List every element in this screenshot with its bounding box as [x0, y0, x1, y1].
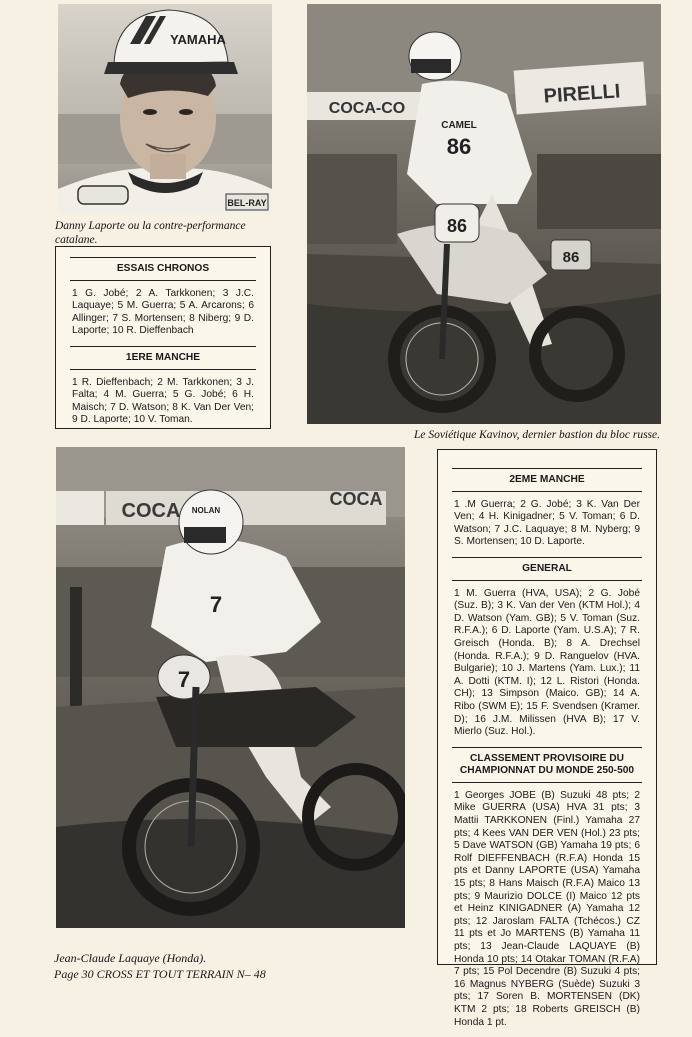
banner-coca-right: COCA	[329, 489, 383, 509]
shirt-brand-text: BEL-RAY	[227, 198, 267, 208]
photo-kavinov	[307, 4, 661, 424]
photo-danny-laporte	[58, 4, 272, 214]
helmet-brand-text: NOLAN	[191, 506, 221, 515]
banner-coca-left: COCA	[121, 500, 181, 522]
plate-7-front: 7	[177, 667, 191, 692]
caption-laporte: Danny Laporte ou la contre-performance catalane.	[55, 220, 246, 246]
results-box-left	[55, 246, 271, 429]
cap-brand-text: YAMAHA	[170, 32, 226, 47]
shirt-number-7: 7	[209, 592, 223, 617]
heading-general: GENERAL	[452, 557, 642, 581]
heading-2eme-manche: 2EME MANCHE	[452, 468, 642, 492]
text-1ere-manche: 1 R. Dieffenbach; 2 M. Tarkkonen; 3 J. Falta; 4 M. Guerra; 5 G. Jobé; 6 H. Maisch; 7 D. Watson; 8 K. Van Der Ven; 9 D. Laporte; 10 V. Toman.	[72, 376, 254, 426]
heading-essais-chronos: ESSAIS CHRONOS	[70, 257, 256, 281]
text-2eme-manche: 1 .M Guerra; 2 G. Jobé; 3 K. Van Der Ven; 4 H. Kinigadner; 5 V. Toman; 6 D. Watson; 7 J.C. Laquaye; 8 M. Nyberg; 9 S. Mortensen; 10 D. Laporte.	[454, 498, 640, 548]
photo-laquaye	[56, 447, 405, 928]
text-general: 1 M. Guerra (HVA, USA); 2 G. Jobé (Suz. B); 3 K. Van der Ven (KTM Hol.); 4 D. Watson (Yam. GB); 5 V. Toman (Suz. R.F.A.); 6 D. Laporte (Yam. U.S.A); 7 R. Greisch (Honda. B); 8 A. Drechsel (Honda. R.F.A.); 9 D. Ranguelov (HVA. Bulgarie); 10 J. Martens (Yam. Lux.); 11 A. Dotti (KTM. I); 12 L. Ristori (Honda. CH); 13 Simpson (Maico. GB); 14 A. Ribo (SWM E); 15 F. Svendsen (Kramer. D); 16 J.M. Milissen (HVA B); 17 V. Mierlo (Suz. Hol.).	[454, 587, 640, 738]
banner-coca-cola: COCA-CO	[328, 100, 406, 117]
caption-kavinov: Le Soviétique Kavinov, dernier bastion du bloc russe.	[413, 429, 660, 441]
plate-86-front: 86	[446, 216, 468, 236]
caption-laquaye: Jean-Claude Laquaye (Honda).	[54, 951, 207, 965]
banner-pirelli: PIRELLI	[542, 80, 622, 108]
plate-86-side: 86	[562, 249, 580, 266]
heading-classement-provisoire: CLASSEMENT PROVISOIRE DU CHAMPIONNAT DU MONDE 250-500	[452, 747, 642, 783]
rider-number-86: 86	[446, 134, 472, 159]
heading-1ere-manche: 1ERE MANCHE	[70, 346, 256, 370]
results-box-right	[437, 449, 657, 1028]
page-footer: Page 30 CROSS ET TOUT TERRAIN N– 48	[54, 967, 266, 981]
text-classement-provisoire: 1 Georges JOBE (B) Suzuki 48 pts; 2 Mike GUERRA (USA) HVA 31 pts; 3 Mattii TARKKONEN (Finl.) Yamaha 27 pts; 4 Kees VAN DER VEN (Hol.) 23 pts; 5 Dave WATSON (GB) Yamaha 19 pts; 6 Rolf DIEFFENBACH (R.F.A) Honda 15 pts et Danny LAPORTE (USA) Yamaha 15 pts; 8 Hans Maisch (R.F.A) Maico 13 pts; 9 Maurizio DOLCE (I) Maico 12 pts et Heinz KINIGADNER (A) Yamaha 12 pts; 12 Jaroslam FALTA (Tchécos.) CZ 11 pts et Jo MARTENS (B) Yamaha 11 pts; 13 Jean-Claude LAQUAYE (B) Honda 10 pts; 14 Otakar TOMAN (R.F.A) 7 pts; 15 Pol Decendre (B) Suzuki 4 pts; 16 Magnus NYBERG (Suède) Suzuki 3 pts; 17 Soren B. MORTENSEN (DK) KTM 2 pts; 18 Roberts GREISCH (B) Honda 1 pt.	[454, 789, 640, 1028]
text-essais-chronos: 1 G. Jobé; 2 A. Tarkkonen; 3 J.C. Laquaye; 5 M. Guerra; 5 A. Arcarons; 6 Allinger; 7 S. Mortensen; 8 Niberg; 9 D. Laporte; 10 R. Dieffenbach	[72, 287, 254, 337]
rider-sponsor-text: CAMEL	[441, 120, 477, 131]
